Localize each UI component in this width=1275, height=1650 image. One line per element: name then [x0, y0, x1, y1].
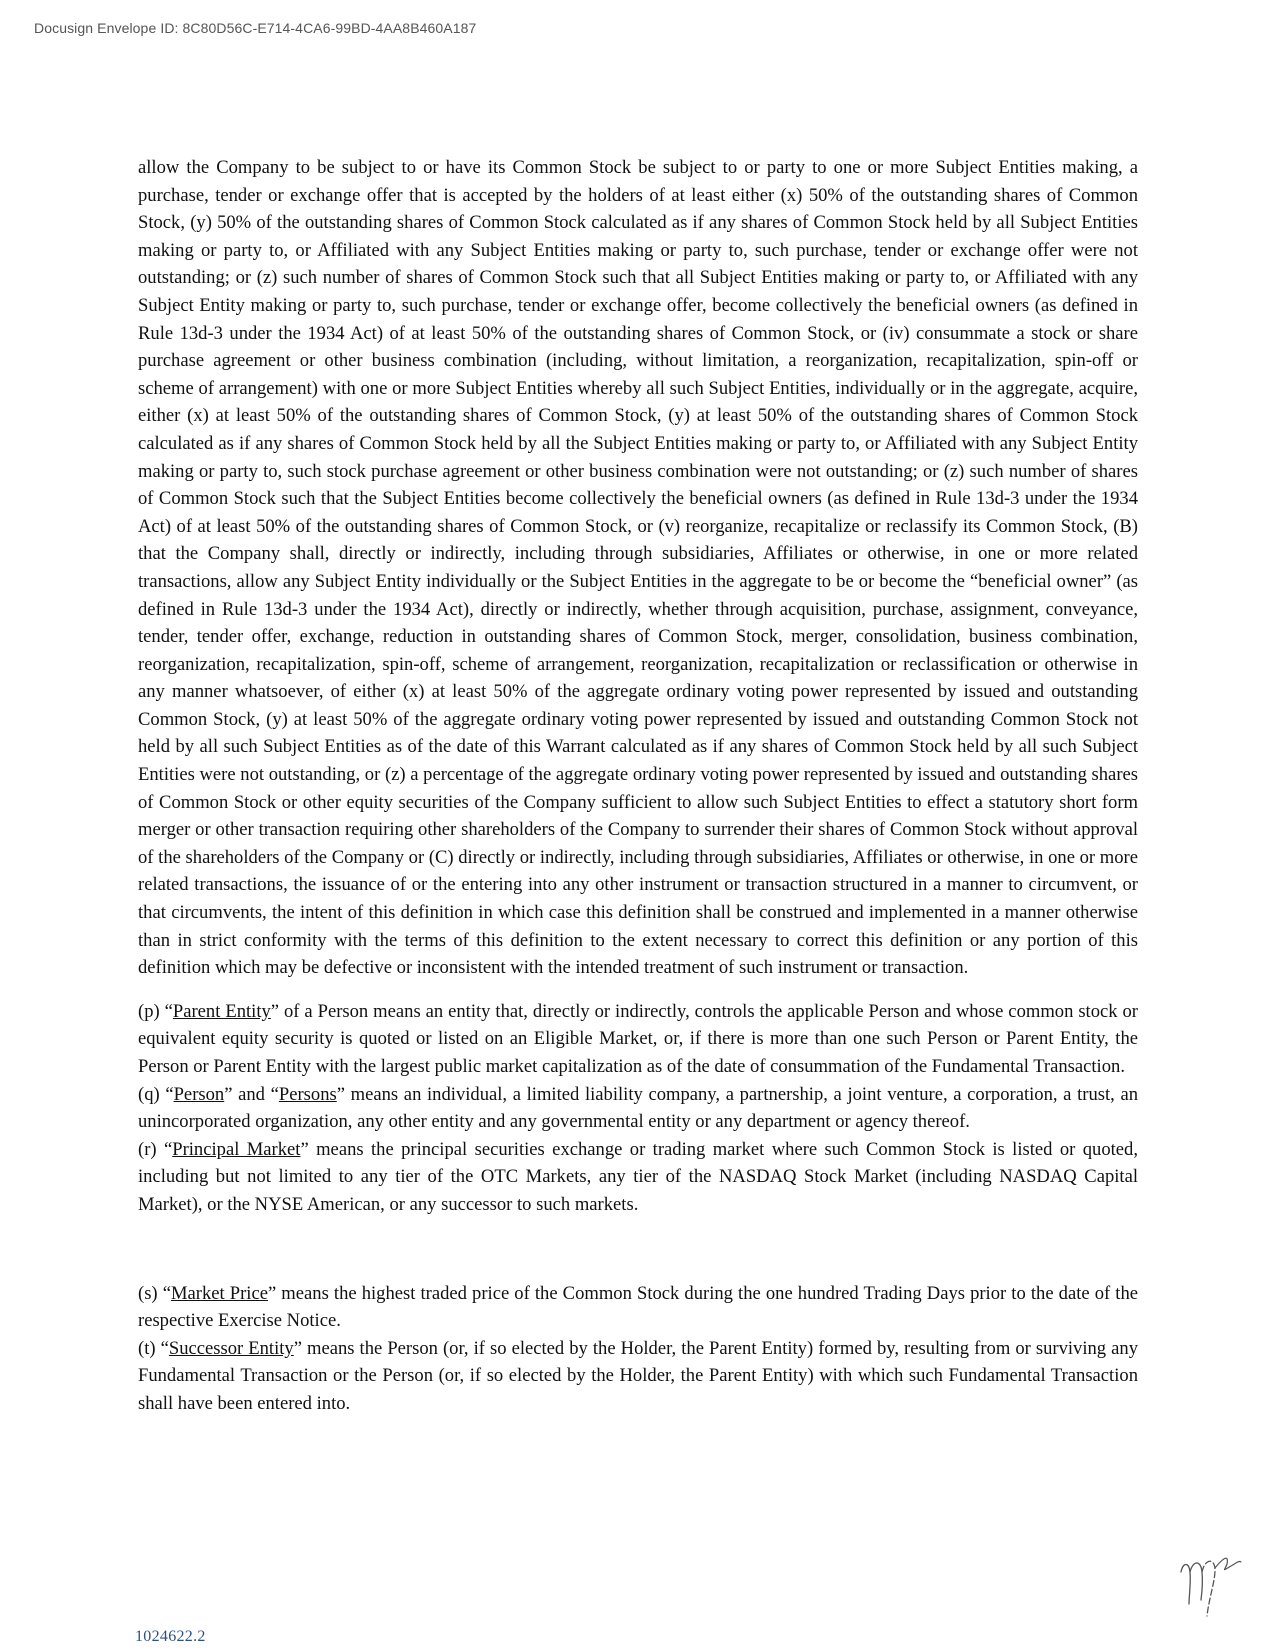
handwritten-initials-signature [1175, 1538, 1255, 1618]
docusign-envelope-id: Docusign Envelope ID: 8C80D56C-E714-4CA6-99BD-4AA8B460A187 [34, 20, 477, 36]
defined-term: Principal Market [172, 1138, 301, 1160]
document-body [138, 154, 1138, 1418]
defined-term: Persons [278, 1083, 337, 1105]
definition-market-price: (s) “Market Price” means the highest traded price of the Common Stock during the one hundred Trading Days prior to the date of the respective Exercise Notice. [138, 1282, 1139, 1332]
definition-person: (q) “Person” and “Persons” means an individual, a limited liability company, a partnership, a joint venture, a corporation, a trust, an unincorporated organization, any other entity and any governmental entity or any department or agency thereof. [138, 1083, 1138, 1133]
defined-term: Parent Entity [172, 1000, 271, 1022]
fundamental-transaction-paragraph: allow the Company to be subject to or have its Common Stock be subject to or party to one or more Subject Entities making, a purchase, tender or exchange offer that is accepted by the holders of at least either (x) 50% of the outstanding shares of Common Stock, (y) 50% of the outstanding shares of Common Stock calculated as if any shares of Common Stock held by all Subject Entities making or party to, or Affiliated with any Subject Entities making or party to, such purchase, tender or exchange offer were not outstanding; or (z) such number of shares of Common Stock such that all Subject Entities making or party to, or Affiliated with any Subject Entity making or party to, such purchase, tender or exchange offer, become collectively the beneficial owners (as defined in Rule 13d-3 under the 1934 Act) of at least 50% of the outstanding shares of Common Stock, or (iv) consummate a stock or share purchase agreement or other business combination (including, without limitation, a reorganization, recapitalization, spin-off or scheme of arrangement) with one or more Subject Entities whereby all such Subject Entities, individually or in the aggregate, acquire, either (x) at least 50% of the outstanding shares of Common Stock, (y) at least 50% of the outstanding shares of Common Stock calculated as if any shares of Common Stock held by all the Subject Entities making or party to, or Affiliated with any Subject Entity making or party to, such stock purchase agreement or other business combination were not outstanding; or (z) such number of shares of Common Stock such that the Subject Entities become collectively the beneficial owners (as defined in Rule 13d-3 under the 1934 Act) of at least 50% of the outstanding shares of Common Stock, or (v) reorganize, recapitalize or reclassify its Common Stock, (B) that the Company shall, directly or indirectly, including through subsidiaries, Affiliates or otherwise, in one or more related transactions, allow any Subject Entity individually or the Subject Entities in the aggregate to be or become the “beneficial owner” (as defined in Rule 13d-3 under the 1934 Act), directly or indirectly, whether through acquisition, purchase, assignment, conveyance, tender, tender offer, exchange, reduction in outstanding shares of Common Stock, merger, consolidation, business combination, reorganization, recapitalization, spin-off, scheme of arrangement, reorganization, recapitalization or reclassification or otherwise in any manner whatsoever, of either (x) at least 50% of the aggregate ordinary voting power represented by issued and outstanding Common Stock, (y) at least 50% of the aggregate ordinary voting power represented by issued and outstanding Common Stock not held by all such Subject Entities as of the date of this Warrant calculated as if any shares of Common Stock held by all such Subject Entities were not outstanding, or (z) a percentage of the aggregate ordinary voting power represented by issued and outstanding shares of Common Stock or other equity securities of the Company sufficient to allow such Subject Entities to effect a statutory short form merger or other transaction requiring other shareholders of the Company to surrender their shares of Common Stock without approval of the shareholders of the Company or (C) directly or indirectly, including through subsidiaries, Affiliates or otherwise, in one or more related transactions, the issuance of or the entering into any other instrument or transaction structured in a manner to circumvent, or that circumvents, the intent of this definition in which case this definition shall be construed and implemented in a manner otherwise than in strict conformity with the terms of this definition to the extent necessary to correct this definition or any portion of this definition which may be defective or inconsistent with the intended treatment of such instrument or transaction. [138, 157, 1138, 979]
definition-principal-market: (r) “Principal Market” means the principal securities exchange or trading market where such Common Stock is listed or quoted, including but not limited to any tier of the OTC Markets, any tier of the NASDAQ Stock Market (including NASDAQ Capital Market), or the NYSE American, or any successor to such markets. [138, 1138, 1138, 1215]
defined-term: Person [173, 1083, 225, 1105]
definition-successor-entity: (t) “Successor Entity” means the Person (or, if so elected by the Holder, the Parent Entity) formed by, resulting from or surviving any Fundamental Transaction or the Person (or, if so elected by the Holder, the Parent Entity) with which such Fundamental Transaction shall have been entered into. [138, 1337, 1138, 1414]
defined-term: Successor Entity [168, 1337, 294, 1359]
definition-parent-entity: (p) “Parent Entity” of a Person means an entity that, directly or indirectly, controls the applicable Person and whose common stock or equivalent equity security is quoted or listed on an Eligible Market, or, if there is more than one such Person or Parent Entity, the Person or Parent Entity with the largest public market capitalization as of the date of consummation of the Fundamental Transaction. [138, 1000, 1139, 1077]
defined-term: Market Price [170, 1282, 268, 1304]
document-number: 1024622.2 [135, 1628, 206, 1645]
